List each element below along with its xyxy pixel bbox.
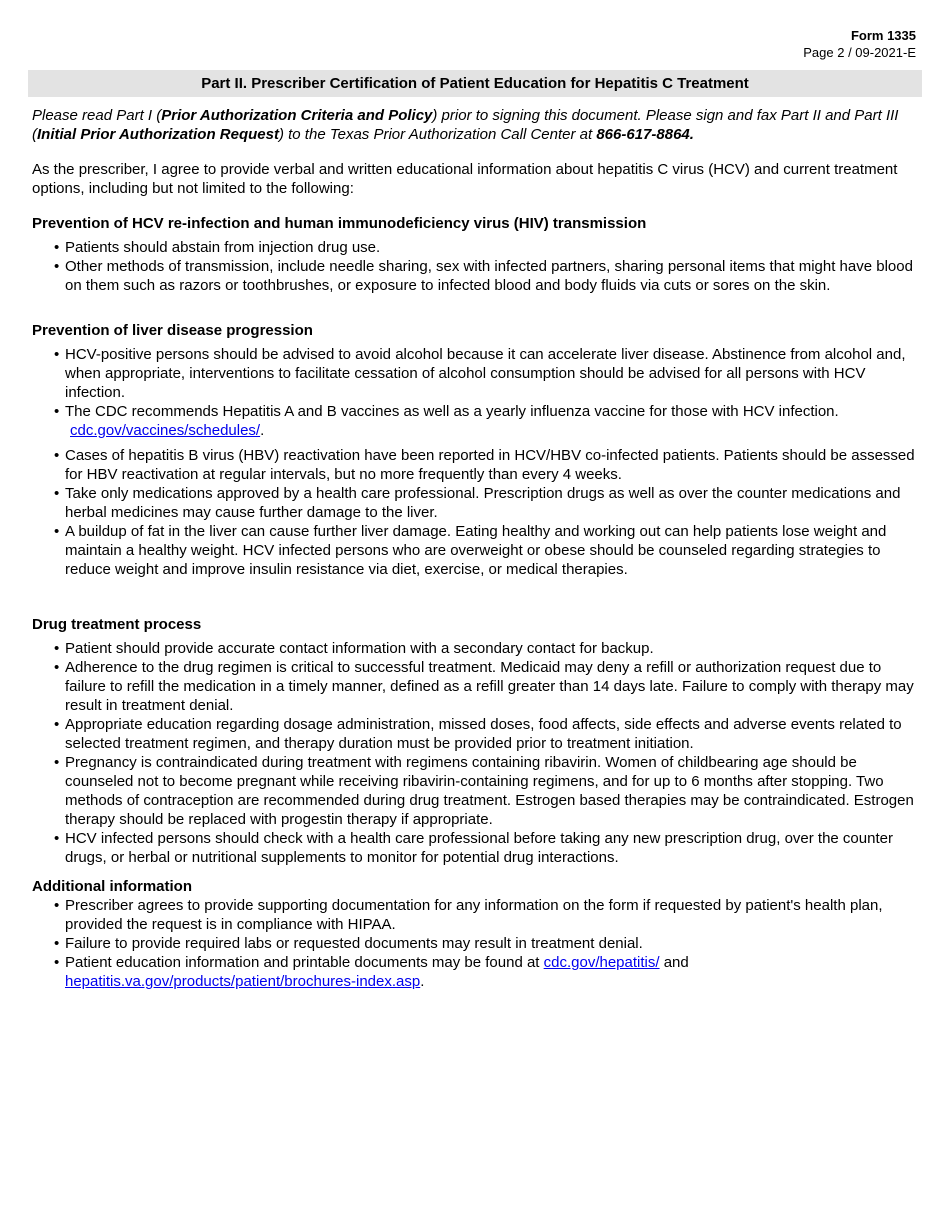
list-item-text: Patient education information and printable documents may be found at <box>65 954 544 971</box>
list-item: • Patient should provide accurate contact information with a secondary contact for backup. <box>54 639 920 658</box>
section-drug-treatment <box>32 615 920 867</box>
list-item: • The CDC recommends Hepatitis A and B vaccines as well as a yearly influenza vaccine for those with HCV infection. cdc.gov/vaccines/schedules/. <box>54 402 920 440</box>
page-title: Part II. Prescriber Certification of Patient Education for Hepatitis C Treatment <box>28 70 922 97</box>
list-item: • Failure to provide required labs or requested documents may result in treatment denial. <box>54 934 920 953</box>
instructions-text: Please read Part I ( <box>32 107 162 124</box>
document-body <box>32 106 920 991</box>
list-item: • HCV-positive persons should be advised to avoid alcohol because it can accelerate liver disease. Abstinence from alcohol and, when appropriate, interventions to facilitate cessation of alcohol consumption should be advised for all persons with HCV infection. <box>54 345 920 402</box>
list-item: • Adherence to the drug regimen is critical to successful treatment. Medicaid may deny a refill or authorization request due to failure to refill the medication in a timely manner, defined as a refill greater than 14 days late. Failure to comply with therapy may result in treatment denial. <box>54 658 920 715</box>
section-liver-disease <box>32 321 920 579</box>
section-additional-info <box>32 877 920 991</box>
list-item-text: and <box>659 954 689 971</box>
va-brochures-link[interactable]: hepatitis.va.gov/products/patient/brochures-index.asp <box>65 973 421 990</box>
cdc-vaccines-link[interactable]: cdc.gov/vaccines/schedules/ <box>70 422 261 439</box>
intro-paragraph: As the prescriber, I agree to provide verbal and written educational information about hepatitis C virus (HCV) and current treatment options, including but not limited to the following: <box>32 161 898 197</box>
instructions-text: ) to the Texas Prior Authorization Call Center at <box>278 126 597 143</box>
list-item: • Cases of hepatitis B virus (HBV) reactivation have been reported in HCV/HBV co-infected patients. Patients should be assessed for HBV reactivation at regular intervals, but no more frequently than every 4 weeks. <box>54 446 920 484</box>
section-heading: Drug treatment process <box>32 616 202 633</box>
call-center-phone: 866-617-8864. <box>596 126 694 143</box>
bullet-list <box>32 345 920 579</box>
section-heading: Prevention of liver disease progression <box>32 322 313 339</box>
list-item: • Appropriate education regarding dosage administration, missed doses, food affects, side effects and adverse events related to selected treatment regimen, and therapy duration must be provided prior to treatment initiation. <box>54 715 920 753</box>
part3-reference: Initial Prior Authorization Request <box>37 126 279 143</box>
bullet-list <box>32 639 920 867</box>
instructions <box>32 106 920 144</box>
cdc-hepatitis-link[interactable]: cdc.gov/hepatitis/ <box>543 954 660 971</box>
part1-reference: Prior Authorization Criteria and Policy <box>161 107 433 124</box>
list-item: • Take only medications approved by a health care professional. Prescription drugs as well as over the counter medications and herbal medicines may cause further damage to the liver. <box>54 484 920 522</box>
list-item: • A buildup of fat in the liver can cause further liver damage. Eating healthy and working out can help patients lose weight and maintain a healthy weight. HCV infected persons who are overweight or obese should be counseled regarding strategies to reduce weight and improve insulin resistance via diet, exercise, or medical therapies. <box>54 522 920 579</box>
list-item-text: . <box>420 973 425 990</box>
bullet-list <box>32 896 920 991</box>
instructions-text: ) prior to signing this document. Please sign and fax Part II and Part III ( <box>32 107 899 143</box>
form-number: Form 1335 <box>850 28 916 43</box>
list-item-text: The CDC recommends Hepatitis A and B vaccines as well as a yearly influenza vaccine for those with HCV infection. <box>65 403 839 420</box>
list-item: • Prescriber agrees to provide supporting documentation for any information on the form if requested by patient's health plan, provided the request is in compliance with HIPAA. <box>54 896 920 934</box>
section-heading: Additional information <box>32 878 192 895</box>
section-heading: Prevention of HCV re-infection and human immunodeficiency virus (HIV) transmission <box>32 215 647 232</box>
list-item: • HCV infected persons should check with a health care professional before taking any new prescription drug, over the counter drugs, or herbal or nutritional supplements to monitor for potential drug interactions. <box>54 829 920 867</box>
list-item <box>54 953 920 991</box>
section-hcv-reinfection <box>32 214 920 295</box>
list-item: • Pregnancy is contraindicated during treatment with regimens containing ribavirin. Women of childbearing age should be counseled not to become pregnant while receiving ribavirin-containing regimens, and for up to 6 months after stopping. Two methods of contraception are recommended during drug treatment. Estrogen based therapies may be contraindicated. Estrogen therapy should be replaced with progestin therapy if appropriate. <box>54 753 920 829</box>
page-label: Page 2 / 09-2021-E <box>803 45 916 60</box>
bullet-list <box>32 238 920 295</box>
list-item: • Patients should abstain from injection drug use. <box>54 238 920 257</box>
form-header <box>803 27 916 61</box>
list-item: • Other methods of transmission, include needle sharing, sex with infected partners, sharing personal items that might have blood on them such as razors or toothbrushes, or exposure to infected blood and body fluids via cuts or sores on the skin. <box>54 257 920 295</box>
